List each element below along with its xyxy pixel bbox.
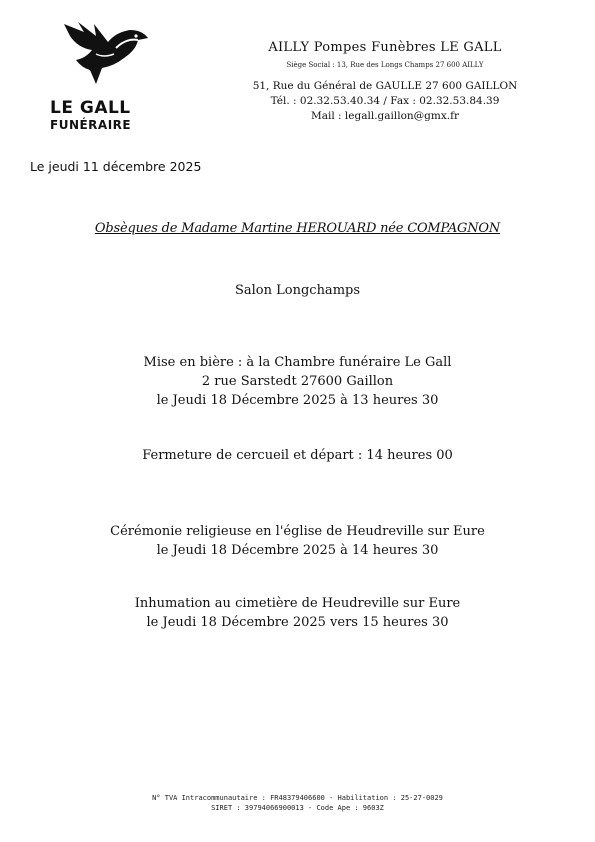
mise-en-biere-block — [0, 353, 595, 410]
mise-en-biere-datetime: le Jeudi 18 Décembre 2025 à 13 heures 30 — [156, 393, 439, 408]
footer-tva: N° TVA Intracommunautaire : FR48379406600 - Habilitation : 25-27-0029 — [152, 794, 443, 802]
dove-icon — [56, 18, 152, 96]
inhumation-block — [0, 594, 595, 632]
inhumation-line: Inhumation au cimetière de Heudreville sur Eure — [134, 596, 461, 611]
company-seat: Siège Social : 13, Rue des Longs Champs 27 600 AILLY — [286, 61, 484, 69]
legal-footer — [0, 793, 595, 813]
mise-en-biere-address: 2 rue Sarstedt 27600 Gaillon — [201, 374, 394, 389]
company-name: AILLY Pompes Funèbres LE GALL — [268, 40, 502, 55]
mise-en-biere-line: Mise en bière : à la Chambre funéraire Le Gall — [143, 355, 452, 370]
ceremonie-datetime: le Jeudi 18 Décembre 2025 à 14 heures 30 — [156, 543, 439, 558]
company-logo — [40, 18, 160, 136]
company-phone: Tél. : 02.32.53.40.34 / Fax : 02.32.53.84.39 — [270, 95, 500, 107]
company-address: 51, Rue du Général de GAULLE 27 600 GAILLON — [252, 80, 518, 92]
fermeture-line: Fermeture de cercueil et départ : 14 heures 00 — [142, 448, 453, 463]
document-title: Obsèques de Madame Martine HEROUARD née COMPAGNON — [94, 221, 501, 236]
inhumation-datetime: le Jeudi 18 Décembre 2025 vers 15 heures 30 — [146, 615, 449, 630]
logo-text-le-gall: LE GALL — [50, 98, 131, 118]
salon-line: Salon Longchamps — [234, 283, 361, 298]
company-mail: Mail : legall.gaillon@gmx.fr — [310, 110, 460, 122]
logo-text-funeraire: FUNÉRAIRE — [50, 118, 132, 132]
ceremonie-line: Cérémonie religieuse en l'église de Heudreville sur Eure — [110, 524, 485, 539]
ceremonie-block — [0, 522, 595, 560]
letter-date: Le jeudi 11 décembre 2025 — [30, 159, 202, 174]
footer-siret: SIRET : 39794066900013 - Code Ape : 9603Z — [211, 804, 384, 812]
company-header — [240, 40, 530, 124]
